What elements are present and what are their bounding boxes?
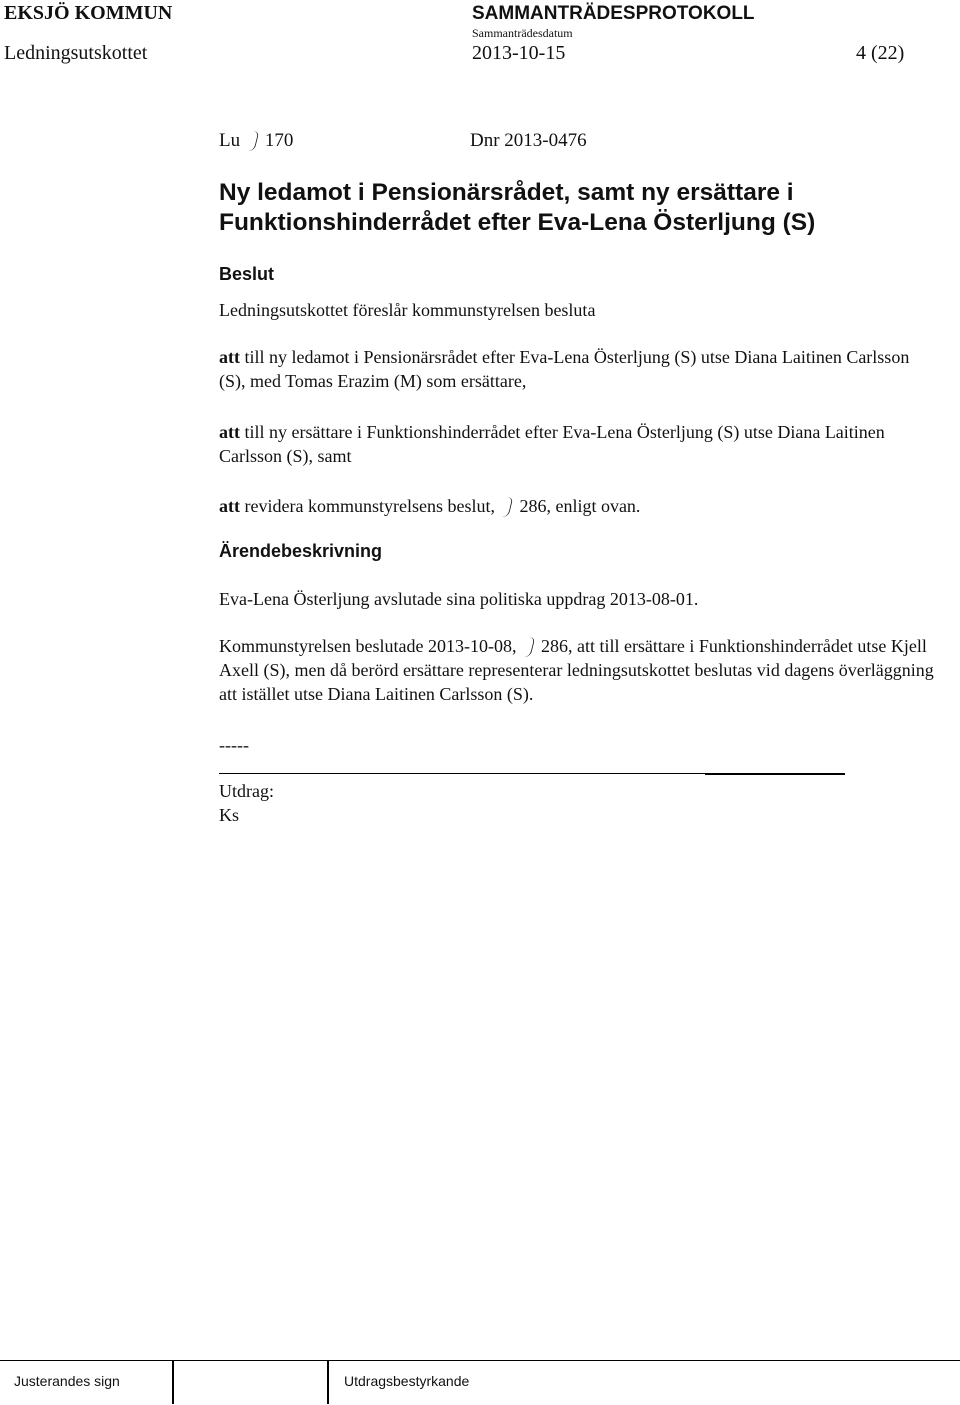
clause-text-pre: revidera kommunstyrelsens beslut, bbox=[244, 496, 495, 516]
decision-clause-2 bbox=[219, 420, 919, 468]
diary-number: Dnr 2013-0476 bbox=[470, 130, 587, 151]
att-keyword: att bbox=[219, 422, 240, 442]
att-keyword: att bbox=[219, 496, 240, 516]
decision-clause-3 bbox=[219, 494, 640, 518]
page-number: 4 (22) bbox=[856, 42, 905, 64]
paragraph-prefix: Lu bbox=[219, 130, 241, 151]
clause-text: till ny ersättare i Funktionshinderrådet efter Eva-Lena Österljung (S) utse Diana Laitinen Carlsson (S), samt bbox=[219, 422, 885, 466]
case-text-pre: Kommunstyrelsen beslutade 2013-10-08, bbox=[219, 636, 517, 656]
decision-clause-1 bbox=[219, 345, 919, 393]
paragraph-sign-icon bbox=[245, 131, 259, 151]
item-title: Ny ledamot i Pensionärsrådet, samt ny ersättare i Funktionshinderrådet efter Eva-Lena Österljung (S) bbox=[219, 179, 816, 236]
meeting-date: 2013-10-15 bbox=[472, 42, 566, 64]
clause-text: till ny ledamot i Pensionärsrådet efter Eva-Lena Österljung (S) utse Diana Laitinen Carlsson (S), med Tomas Erazim (M) som ersättare, bbox=[219, 347, 910, 391]
committee-name: Ledningsutskottet bbox=[4, 42, 148, 64]
paragraph-number: 170 bbox=[264, 130, 294, 151]
document-type: SAMMANTRÄDESPROTOKOLL bbox=[472, 3, 755, 24]
footer-divider bbox=[327, 1360, 329, 1404]
case-text-post: 286, att till ersättare i Funktionshinderrådet utse Kjell Axell (S), men då berörd ersättare representerar ledningsutskottet beslutas vid dagens överläggning att istället utse Diana Laitinen Carlsson (S). bbox=[219, 636, 934, 704]
clause-text-post: 286, enligt ovan. bbox=[519, 496, 641, 516]
footer-bar bbox=[0, 1360, 960, 1405]
paragraph-id bbox=[219, 130, 293, 152]
decision-heading: Beslut bbox=[219, 264, 275, 284]
organization-name: EKSJÖ KOMMUN bbox=[4, 2, 173, 24]
case-paragraph-2 bbox=[219, 634, 949, 706]
decision-intro: Ledningsutskottet föreslår kommunstyrelsen besluta bbox=[219, 300, 596, 320]
date-label: Sammanträdesdatum bbox=[472, 26, 573, 40]
footer-sign-label: Justerandes sign bbox=[14, 1373, 120, 1389]
case-paragraph-1: Eva-Lena Österljung avslutade sina politiska uppdrag 2013-08-01. bbox=[219, 589, 699, 609]
paragraph-sign-icon bbox=[500, 497, 514, 517]
separator-dashes: ----- bbox=[219, 735, 249, 755]
case-heading: Ärendebeskrivning bbox=[219, 541, 383, 561]
signature-line bbox=[219, 773, 705, 774]
extract-label: Utdrag: bbox=[219, 781, 274, 801]
att-keyword: att bbox=[219, 347, 240, 367]
footer-cert-label: Utdragsbestyrkande bbox=[344, 1373, 470, 1389]
extract-recipient: Ks bbox=[219, 805, 240, 825]
footer-divider bbox=[172, 1360, 174, 1404]
signature-line-accent bbox=[705, 773, 845, 775]
paragraph-sign-icon bbox=[521, 637, 535, 657]
